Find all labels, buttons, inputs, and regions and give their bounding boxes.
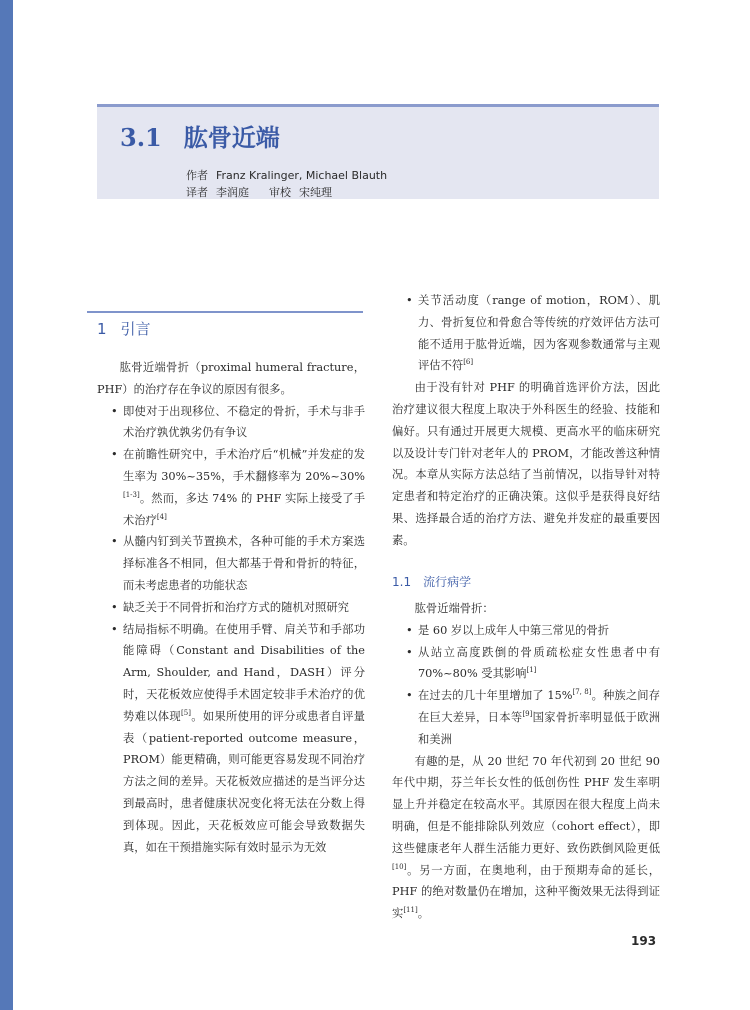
section-number: 3.1 xyxy=(120,123,162,152)
right-column-top xyxy=(392,290,660,552)
title-text: 肱骨近端 xyxy=(183,124,280,152)
citation: [4] xyxy=(156,512,167,521)
citation: [1-3] xyxy=(123,490,140,499)
list-item: • 从髓内钉到关节置换术，各种可能的手术方案选择标准各不相同，但大都基于骨和骨折的特征，而未考虑患者的功能状态 xyxy=(97,531,365,596)
page-number: 193 xyxy=(631,934,657,948)
body-paragraph: 有趣的是，从 20 世纪 70 年代初到 20 世纪 90 年代中期，芬兰年长女性的低创伤性 PHF 发生率明显上升并稳定在较高水平。其原因在很大程度上尚未明确，但是不能排除队列效应（cohort effect），即这些健康老年人群生活能力更好、致伤跌倒风险更低[10]。另一方面，在奥地利，由于预期寿命的延长，PHF 的绝对数量仍在增加，这种平衡效果无法得到证实[11]。 xyxy=(392,754,660,921)
body-paragraph: 由于没有针对 PHF 的明确首选评价方法，因此治疗建议很大程度上取决于外科医生的经验、技能和偏好。只有通过开展更大规模、更高水平的临床研究以及设计专门针对老年人的 PROM，才能改善这种情况。本章从实际方法总结了当前情况，以指导针对特定患者和特定治疗的正确决策。这似乎是获得良好结果、选择最合适的治疗方法、避免并发症的最重要因素。 xyxy=(392,381,660,547)
intro-paragraph: 肱骨近端骨折（proximal humeral fracture，PHF）的治疗存在争议的原因有很多。 xyxy=(97,361,365,396)
list-item: • 从站立高度跌倒的骨质疏松症女性患者中有 70%~80% 受其影响[1] xyxy=(392,642,660,686)
citation: [9] xyxy=(522,709,533,718)
left-column xyxy=(97,357,365,858)
list-item: • 缺乏关于不同骨折和治疗方式的随机对照研究 xyxy=(97,597,365,619)
citation: [6] xyxy=(463,358,474,367)
citation: [7, 8] xyxy=(572,688,592,697)
author-line: 作者 Franz Kralinger, Michael Blauth xyxy=(186,169,388,182)
citation: [10] xyxy=(392,862,407,871)
list-item: • 结局指标不明确。在使用手臂、肩关节和手部功能障碍（Constant and Disabilities of the Arm, Shoulder, and Hand，DASH）评分时，天花板效应使得手术固定较非手术治疗的优势难以体现[5]。如果所使用的评分或患者自评量表（patient-reported outcome measure，PROM）能更精确，则可能更容易发现不同治疗方法之间的差异。天花板效应描述的是当评分达到最高时，患者健康状况变化将无法在分数上得到体现。因此，天花板效应可能会导致数据失真，如在干预措施实际有效时显示为无效 xyxy=(97,619,365,859)
list-item: • 在过去的几十年里增加了 15%[7, 8]。种族之间存在巨大差异，日本等[9]国家骨折率明显低于欧洲和美洲 xyxy=(392,685,660,750)
list-item: • 即使对于出现移位、不稳定的骨折，手术与非手术治疗孰优孰劣仍有争议 xyxy=(97,401,365,445)
authors: Franz Kralinger, Michael Blauth xyxy=(216,169,388,182)
list-item: • 是 60 岁以上成年人中第三常见的骨折 xyxy=(392,620,660,642)
header-top-rule xyxy=(97,104,659,107)
reviewer: 宋纯理 xyxy=(299,186,332,199)
list-item: • 在前瞻性研究中，手术治疗后“机械”并发症的发生率为 30%~35%，手术翻修率为 20%~30%[1-3]。然而，多达 74% 的 PHF 实际上接受了手术治疗[4] xyxy=(97,444,365,531)
citation: [5] xyxy=(181,708,191,717)
section-rule xyxy=(87,311,363,313)
subsection-heading-epidemiology: 1.1 流行病学 xyxy=(392,575,472,589)
citation: [11] xyxy=(403,906,418,915)
list-item: • 关节活动度（range of motion，ROM）、肌力、骨折复位和骨愈合等传统的疗效评估方法可能不适用于肱骨近端，因为客观参数通常与主观评估不符[6] xyxy=(392,290,660,377)
epidemiology-column xyxy=(392,598,660,925)
section-heading-intro: 1 引言 xyxy=(97,320,151,338)
translator: 李润庭 xyxy=(216,186,249,199)
citation: [1] xyxy=(526,666,537,675)
epidemiology-lead: 肱骨近端骨折： xyxy=(414,602,494,615)
side-accent-bar xyxy=(0,0,13,1010)
chapter-title xyxy=(120,118,280,153)
translator-line: 译者 李润庭 审校 宋纯理 xyxy=(186,186,332,199)
